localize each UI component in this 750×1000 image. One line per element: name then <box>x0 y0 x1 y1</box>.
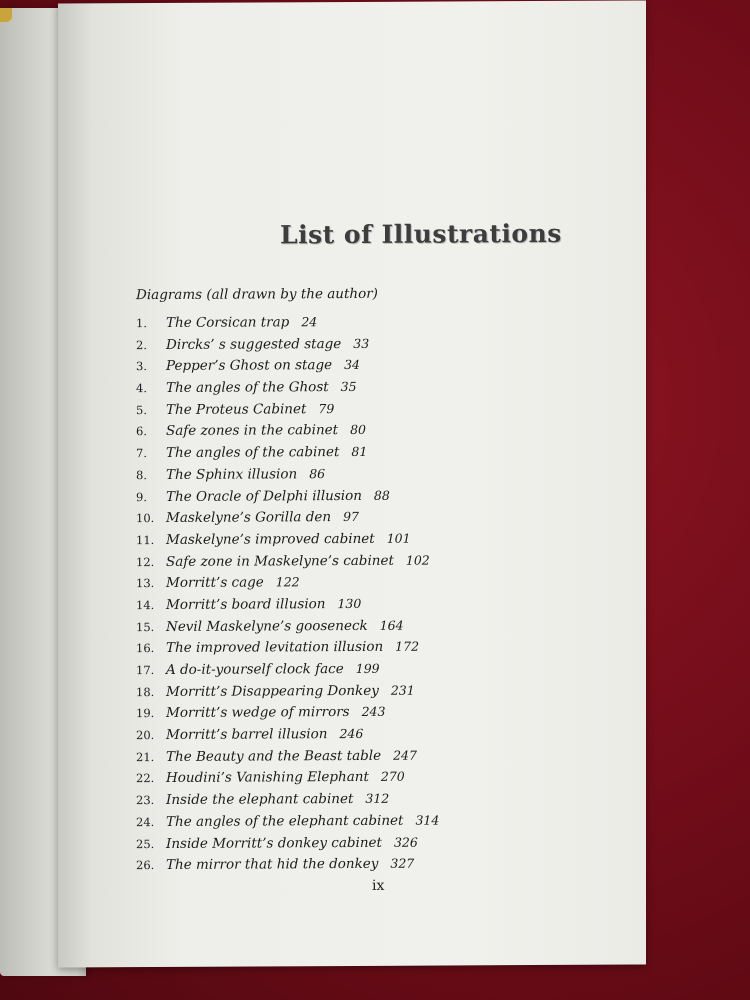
page-title: List of Illustrations <box>280 218 562 250</box>
item-number: 10. <box>136 511 155 526</box>
item-number: 4. <box>136 381 147 396</box>
item-page-number: 247 <box>393 747 417 763</box>
item-title: The angles of the Ghost <box>166 379 329 397</box>
item-number: 2. <box>136 337 147 352</box>
list-item <box>136 722 596 746</box>
item-page-number: 79 <box>318 400 335 416</box>
item-number: 22. <box>136 771 155 786</box>
list-item <box>136 353 596 377</box>
item-number: 26. <box>136 858 155 873</box>
item-title: The angles of the elephant cabinet <box>166 812 404 830</box>
item-number: 25. <box>136 836 155 851</box>
item-page-number: 81 <box>351 444 368 460</box>
list-item <box>136 809 596 833</box>
list-item <box>136 700 596 724</box>
item-title: Nevil Maskelyne’s gooseneck <box>166 617 368 635</box>
list-item <box>136 852 596 876</box>
list-item <box>136 505 596 529</box>
item-number: 13. <box>136 576 155 591</box>
item-number: 18. <box>136 684 155 699</box>
item-title: The Proteus Cabinet <box>166 400 307 418</box>
list-item <box>136 743 596 767</box>
item-title: The improved levitation illusion <box>166 639 384 657</box>
list-item <box>136 765 596 789</box>
item-page-number: 122 <box>275 574 300 590</box>
item-number: 21. <box>136 749 155 764</box>
item-number: 6. <box>136 424 147 439</box>
item-page-number: 270 <box>380 769 405 785</box>
item-page-number: 97 <box>343 509 359 525</box>
item-title: The mirror that hid the donkey <box>166 856 379 874</box>
item-number: 11. <box>136 532 155 548</box>
list-item <box>136 375 596 399</box>
item-page-number: 326 <box>393 834 418 850</box>
item-page-number: 312 <box>365 790 390 807</box>
item-page-number: 88 <box>373 487 390 503</box>
item-page-number: 102 <box>405 552 430 568</box>
page-number: ix <box>372 877 385 894</box>
item-page-number: 33 <box>353 335 370 351</box>
item-title: The Oracle of Delphi illusion <box>166 487 362 505</box>
item-number: 9. <box>136 489 147 504</box>
item-number: 16. <box>136 641 155 656</box>
item-page-number: 314 <box>415 812 440 828</box>
item-title: The Sphinx illusion <box>166 466 298 483</box>
item-number: 14. <box>136 597 155 613</box>
item-number: 7. <box>136 446 147 461</box>
list-item <box>136 418 596 442</box>
section-label: Diagrams (all drawn by the author) <box>136 285 378 304</box>
list-item <box>136 657 596 681</box>
item-number: 24. <box>136 814 155 829</box>
list-item <box>136 570 596 594</box>
item-page-number: 243 <box>361 704 386 720</box>
item-number: 5. <box>136 402 147 417</box>
item-number: 15. <box>136 619 155 634</box>
item-page-number: 24 <box>301 314 318 330</box>
list-item <box>136 635 596 659</box>
item-page-number: 164 <box>379 617 404 633</box>
item-page-number: 172 <box>395 638 420 655</box>
item-number: 12. <box>136 554 155 569</box>
item-page-number: 34 <box>344 357 361 373</box>
list-item <box>136 592 596 616</box>
item-page-number: 86 <box>309 465 326 482</box>
item-title: Pepper’s Ghost on stage <box>166 357 333 375</box>
item-title: The angles of the cabinet <box>166 444 340 462</box>
item-page-number: 231 <box>390 682 415 698</box>
list-item <box>136 787 596 811</box>
book-page <box>58 0 646 967</box>
list-item <box>136 548 596 572</box>
item-title: Safe zones in the cabinet <box>166 422 339 440</box>
item-page-number: 130 <box>337 595 362 612</box>
list-item <box>136 527 596 551</box>
item-title: Maskelyne’s Gorilla den <box>166 509 332 527</box>
list-item <box>136 331 596 355</box>
item-title: Morritt’s Disappearing Donkey <box>166 682 379 700</box>
item-page-number: 35 <box>340 379 357 395</box>
item-page-number: 327 <box>390 855 415 871</box>
item-number: 1. <box>136 316 147 331</box>
item-title: Maskelyne’s improved cabinet <box>166 530 375 548</box>
item-number: 19. <box>136 706 155 721</box>
item-title: Morritt’s board illusion <box>166 596 326 613</box>
item-title: Inside Morritt’s donkey cabinet <box>166 834 382 852</box>
item-title: Morritt’s barrel illusion <box>166 726 328 744</box>
item-title: The Corsican trap <box>166 314 290 331</box>
list-item <box>136 678 596 702</box>
list-item <box>136 462 596 486</box>
list-item <box>136 613 596 637</box>
item-page-number: 101 <box>386 530 411 546</box>
item-title: A do-it-yourself clock face <box>166 661 344 678</box>
item-title: Morritt’s cage <box>166 574 264 592</box>
item-title: Inside the elephant cabinet <box>166 791 354 809</box>
item-number: 20. <box>136 728 155 743</box>
item-title: Dircks’ s suggested stage <box>166 335 342 353</box>
book-edge-decoration <box>0 8 12 22</box>
list-item <box>136 830 596 854</box>
list-item <box>136 440 596 464</box>
item-number: 3. <box>136 359 147 374</box>
item-number: 23. <box>136 793 155 808</box>
item-page-number: 80 <box>350 422 367 438</box>
list-item <box>136 396 596 420</box>
item-number: 8. <box>136 467 147 482</box>
list-item <box>136 483 596 507</box>
item-title: Safe zone in Maskelyne’s cabinet <box>166 552 394 570</box>
show-through-text <box>138 121 618 124</box>
item-page-number: 246 <box>339 726 364 742</box>
item-number: 17. <box>136 663 155 678</box>
item-page-number: 199 <box>355 660 380 676</box>
list-item <box>136 310 596 334</box>
item-title: Houdini’s Vanishing Elephant <box>166 769 369 787</box>
item-title: The Beauty and the Beast table <box>166 747 382 765</box>
item-title: Morritt’s wedge of mirrors <box>166 704 350 722</box>
illustrations-list <box>136 310 596 876</box>
